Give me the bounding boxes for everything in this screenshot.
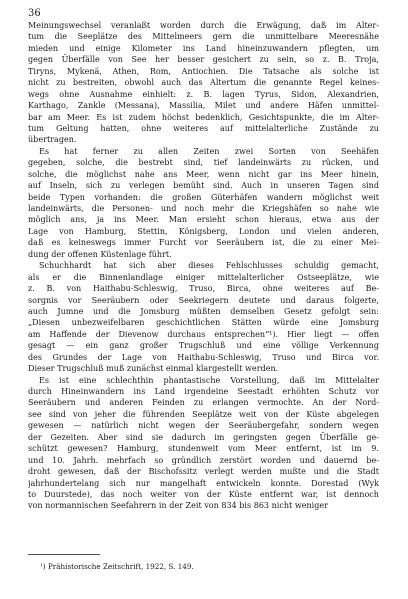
- text-line: Tiryns, Mykenä, Athen, Rom, Antiochien. Die Tatsache als solche ist: [28, 66, 379, 76]
- text-line: als er die Binnenlandlage einiger mittelalterlicher Ostseeplätze, wie: [28, 272, 379, 282]
- text-line: durch Hineinwandern ins Land irgendeine Seestadt erhöhten Schutz vor: [28, 387, 379, 396]
- text-line: gegen Überfälle von See her besser gesichert zu sein, so z. B. Troja,: [28, 55, 379, 65]
- text-line: von normannischen Seefahrern in der Zeit von 834 bis 863 nicht weniger: [28, 501, 329, 511]
- text-line: Schuchhardt hat sich aber dieses Fehlschlusses schuldig gemacht,: [39, 261, 379, 271]
- text-line: möglich ans, ja ins Meer. Man ersieht schon hieraus, etwa aus der: [28, 215, 379, 225]
- text-line: dung der offenen Küstenlage führt.: [28, 249, 172, 259]
- text-line: beide Typen vorhanden: die großen Güterhäfen wandern möglichst weit: [28, 192, 379, 202]
- text-line: auf Inseln, sich zu verlegen bemüht sind. Auch in unseren Tagen sind: [28, 181, 379, 191]
- text-line: see sind von jeher die führenden Seeplätze weit von der Küste abgelegen: [28, 409, 379, 419]
- footnote: ¹) Prähistorische Zeitschrift, 1922, S. 149.: [40, 562, 194, 571]
- footnote-rule: [28, 554, 100, 555]
- text-line: Es ist eine schlechthin phantastische Vorstellung, daß im Mittelalter: [39, 375, 379, 385]
- text-line: Lage von Hamburg, Stettin, Königsberg, London und vielen anderen,: [28, 226, 379, 236]
- text-line: gewesen — natürlich nicht wegen der Seeräubergefahr, sondern wegen: [28, 421, 379, 431]
- text-line: wegs ohne Ausnahme einhielt: z. B. lagen Tyrus, Sidon, Alexandrien,: [28, 89, 379, 99]
- text-line: Dieser Trugschluß muß zunächst einmal klargestellt werden.: [28, 364, 279, 374]
- text-line: to Duurstede), das noch weiter von der Küste entfernt war, ist dennoch: [28, 489, 379, 499]
- text-line: am Haffende der Dievenow durchaus entsprechen“¹). Hier liegt — offen: [28, 329, 379, 339]
- text-line: übertragen.: [28, 135, 77, 145]
- text-line: droht gewesen, daß der Bischofssitz verlegt werden mußte und die Stadt: [28, 467, 379, 477]
- text-line: der Gezeiten. Aber sind sie dadurch im geringsten gegen Überfälle ge-: [28, 432, 379, 442]
- text-line: „Diesen unbezweifelbaren geschichtlichen Stätten würde eine Jomsburg: [28, 318, 379, 328]
- text-line: mieden und einige Kilometer ins Land hineinzuwandern pflegten, um: [28, 43, 379, 53]
- text-line: Meinungswechsel veranlaßt worden durch die Erwägung, daß im Alter-: [28, 21, 379, 30]
- text-line: tum Geltung hatten, ohne weiteres auf mittelalterliche Zustände zu: [28, 123, 379, 133]
- text-line: tum die Seeplätze des Mittelmeers gern die unmittelbare Meeresnähe: [28, 32, 379, 42]
- text-line: bar am Meer. Es ist zudem höchst bedenklich, Gesichtspunkte, die im Alter-: [28, 112, 379, 122]
- text-line: z. B. von Haithabu-Schleswig, Truso, Birca, ohne weiteres auf Be-: [28, 284, 379, 294]
- text-line: nicht zu bestreiten, obwohl auch das Altertum die genannte Regel keines-: [28, 78, 379, 88]
- text-line: sorgnis vor Seeräubern oder Seekriegern deutete und daraus folgerte,: [28, 295, 379, 305]
- text-line: gesagt — ein ganz großer Trugschluß und eine völlige Verkennung: [28, 341, 379, 351]
- text-line: Es hat ferner zu allen Zeiten zwei Sorten von Seehäfen: [39, 146, 379, 156]
- text-line: solche, die möglichst nahe ans Meer, wenn nicht gar ins Meer hinein,: [28, 169, 379, 179]
- text-line: auch Jumne und die Jomsburg müßten demselben Gesetz gefolgt sein:: [28, 306, 379, 316]
- text-line: Karthago, Zankle (Messana), Massilia, Milet und andere Häfen unmittel-: [28, 101, 379, 111]
- text-line: jahrhundertelang sich nur mangelhaft entwickeln konnte. Dorestad (Wyk: [28, 478, 379, 488]
- page-number: 36: [28, 8, 41, 19]
- text-line: und 10. Jahrh. mehrfach so gründlich zerstört worden und dauernd be-: [28, 455, 379, 465]
- text-line: Seeräubern und anderen Feinden zu erlangen vermochte. An der Nord-: [28, 398, 379, 408]
- text-line: landeinwärts, die Personen- und noch mehr die Kriegshäfen so nahe wie: [28, 204, 379, 213]
- text-line: des Grundes der Lage von Haithabu-Schleswig, Truso und Birca vor.: [28, 352, 379, 362]
- body-text: [28, 20, 379, 512]
- text-line: daß es keineswegs immer Furcht vor Seeräubern ist, die zu einer Mei-: [28, 238, 379, 248]
- text-line: gegeben, solche, die bestrebt sind, tief landeinwärts zu rücken, und: [28, 158, 379, 168]
- text-line: schützt gewesen? Hamburg, stundenweit vom Meer entfernt, ist im 9.: [28, 444, 379, 454]
